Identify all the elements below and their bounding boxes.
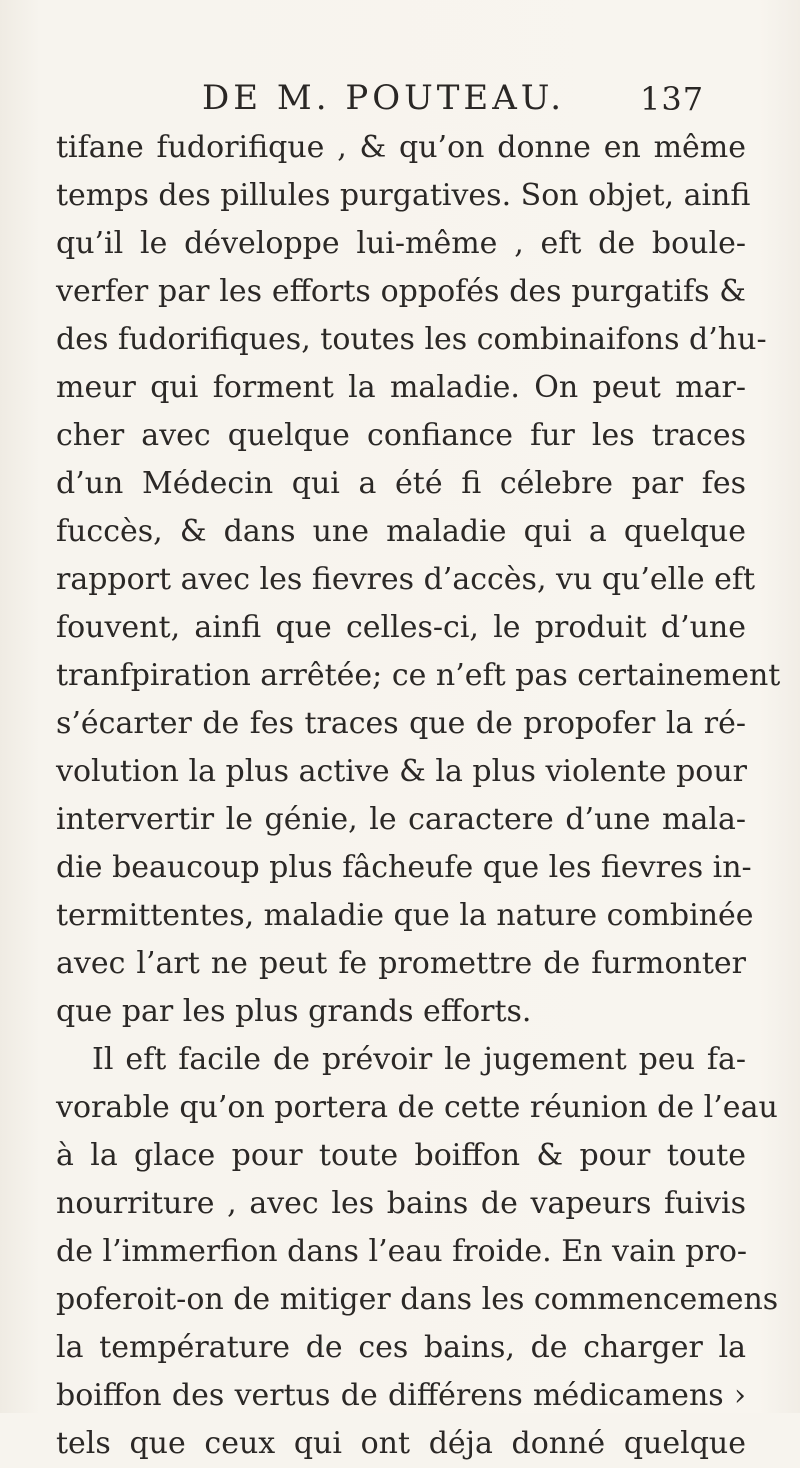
text-line: d’un Médecin qui a été fi célebre par fes <box>56 466 746 501</box>
text-line: avec l’art ne peut fe promettre de furmonter <box>56 946 746 981</box>
text-line: tifane fudorifique , & qu’on donne en même <box>56 130 746 165</box>
text-line: la température de ces bains, de charger la <box>56 1330 746 1365</box>
text-line: fuccès, & dans une maladie qui a quelque <box>56 514 746 549</box>
text-line: meur qui forment la maladie. On peut mar- <box>56 370 746 405</box>
text-line: intervertir le génie, le caractere d’une mala- <box>56 802 746 837</box>
text-line: fouvent, ainfi que celles-ci, le produit d’une <box>56 610 746 645</box>
text-line: die beaucoup plus fâcheufe que les fievres in- <box>56 850 752 885</box>
text-line: volution la plus active & la plus violente pour <box>56 754 747 789</box>
page-number: 137 <box>640 80 705 118</box>
text-line: termittentes, maladie que la nature combinée <box>56 898 754 933</box>
text-line: s’écarter de fes traces que de propofer la ré- <box>56 706 746 741</box>
text-line: des fudorifiques, toutes les combinaifons d’hu- <box>56 322 767 357</box>
running-title: DE M. POUTEAU. <box>202 78 566 118</box>
text-line: qu’il le développe lui-même , eft de boule- <box>56 226 746 261</box>
text-line: de l’immerfion dans l’eau froide. En vain pro- <box>56 1234 748 1269</box>
text-line: tels que ceux qui ont déja donné quelque <box>56 1426 746 1461</box>
text-line: tranfpiration arrêtée; ce n’eft pas certainement <box>56 658 781 693</box>
text-line: temps des pillules purgatives. Son objet, ainfi <box>56 178 751 213</box>
text-line: à la glace pour toute boiffon & pour toute <box>56 1138 746 1173</box>
text-line: vorable qu’on portera de cette réunion de l’eau <box>56 1090 778 1125</box>
text-line: nourriture , avec les bains de vapeurs fuivis <box>56 1186 746 1221</box>
text-line-paragraph-start: Il eft facile de prévoir le jugement peu fa- <box>92 1042 746 1077</box>
text-line: rapport avec les fievres d’accès, vu qu’elle eft <box>56 562 756 597</box>
text-line: boiffon des vertus de différens médicamens › <box>56 1378 746 1413</box>
text-line: cher avec quelque confiance fur les traces <box>56 418 746 453</box>
text-line-paragraph-end: que par les plus grands efforts. <box>56 994 532 1029</box>
text-line: poferoit-on de mitiger dans les commencemens <box>56 1282 779 1317</box>
text-line: verfer par les efforts oppofés des purgatifs & <box>56 274 746 309</box>
body-text <box>56 124 781 1468</box>
